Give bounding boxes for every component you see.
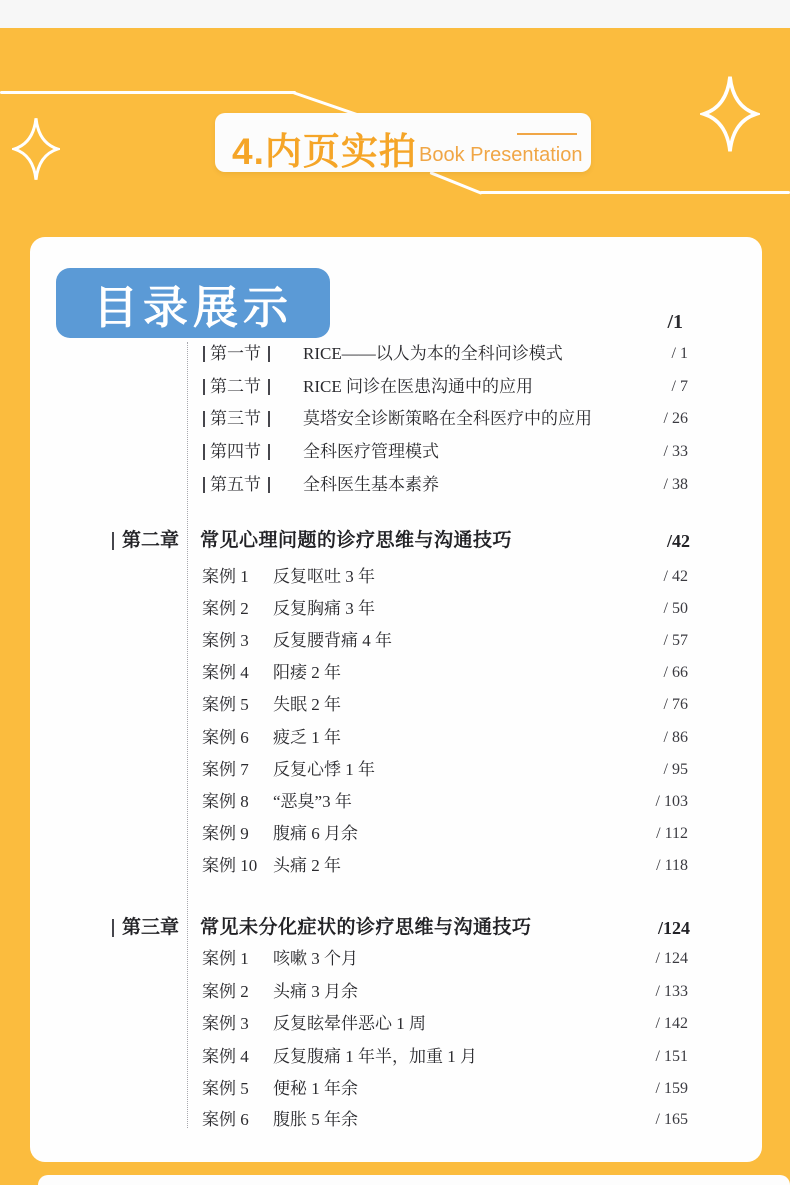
section-title-zh: 4.内页实拍 [232, 131, 417, 172]
case-title: 失眠 2 年 [273, 695, 341, 714]
divider-bar [268, 477, 270, 493]
case-label: 案例 3 [202, 1014, 249, 1033]
decorative-line [429, 171, 482, 195]
toc-case-row [30, 566, 762, 588]
page-number: / 76 [663, 696, 688, 713]
divider-bar [112, 532, 114, 550]
toc-case-row [30, 694, 762, 716]
divider-bar [203, 477, 205, 493]
page-number: / 118 [656, 857, 688, 874]
case-title: 反复腹痛 1 年半，加重 1 月 [273, 1047, 477, 1066]
page-number: / 142 [655, 1015, 688, 1032]
case-title: 头痛 2 年 [273, 856, 341, 875]
section-label: 第三节 [210, 409, 261, 428]
chapter-title: 常见未分化症状的诊疗思维与沟通技巧 [200, 917, 532, 938]
page-number: / 1 [671, 345, 688, 362]
divider-bar [268, 346, 270, 362]
toc-section-row [30, 376, 762, 398]
page-number: / 7 [671, 378, 688, 395]
section-label: 第一节 [210, 344, 261, 363]
section-title: 莫塔安全诊断策略在全科医疗中的应用 [303, 409, 592, 428]
case-label: 案例 3 [202, 631, 249, 650]
case-title: 反复呕吐 3 年 [273, 567, 375, 586]
chapter-label: 第二章 [122, 530, 180, 551]
divider-bar [268, 411, 270, 427]
divider-bar [268, 444, 270, 460]
divider-bar [203, 411, 205, 427]
case-label: 案例 1 [202, 949, 249, 968]
toc-section-row [30, 408, 762, 430]
toc-case-row [30, 855, 762, 877]
page-number: / 133 [655, 983, 688, 1000]
case-label: 案例 9 [202, 824, 249, 843]
divider-bar [268, 379, 270, 395]
toc-case-row [30, 981, 762, 1003]
page-number: / 151 [655, 1048, 688, 1065]
toc-badge-label: 目录展示 [92, 281, 293, 333]
case-label: 案例 6 [202, 1110, 249, 1129]
toc-section-row [30, 474, 762, 496]
toc-case-row [30, 630, 762, 652]
section-label: 第二节 [210, 377, 261, 396]
decorative-underline [517, 133, 577, 135]
page-number: / 26 [663, 410, 688, 427]
page-number: / 95 [663, 761, 688, 778]
page-number: / 103 [655, 793, 688, 810]
case-title: 便秘 1 年余 [273, 1079, 358, 1098]
toc-case-row [30, 1013, 762, 1035]
page-number: / 57 [663, 632, 688, 649]
case-title: 反复胸痛 3 年 [273, 599, 375, 618]
intro-page-number: /1 [667, 311, 683, 333]
case-title: 腹痛 6 月余 [273, 824, 358, 843]
toc-case-row [30, 759, 762, 781]
next-card-peek [38, 1175, 790, 1185]
section-title: 全科医疗管理模式 [303, 442, 439, 461]
toc-badge [56, 268, 330, 338]
section-title: RICE——以人为本的全科问诊模式 [303, 344, 563, 363]
sparkle-icon [700, 74, 760, 154]
case-title: 头痛 3 月余 [273, 982, 358, 1001]
top-strip [0, 0, 790, 28]
section-label: 第五节 [210, 475, 261, 494]
section-title: RICE 问诊在医患沟通中的应用 [303, 377, 533, 396]
toc-case-row [30, 1109, 762, 1131]
page-number: / 33 [663, 443, 688, 460]
section-title: 全科医生基本素养 [303, 475, 439, 494]
toc-case-row [30, 662, 762, 684]
case-title: “恶臭”3 年 [273, 792, 352, 811]
section-label: 第四节 [210, 442, 261, 461]
divider-bar [203, 444, 205, 460]
toc-case-row [30, 1078, 762, 1100]
case-title: 疲乏 1 年 [273, 728, 341, 747]
divider-bar [203, 346, 205, 362]
chapter-label: 第三章 [122, 917, 180, 938]
decorative-line [480, 191, 790, 194]
section-title-en: Book Presentation [419, 144, 583, 166]
toc-chapter-heading [30, 917, 762, 939]
case-label: 案例 6 [202, 728, 249, 747]
toc-section-row [30, 343, 762, 365]
case-label: 案例 5 [202, 695, 249, 714]
sparkle-icon [12, 116, 60, 182]
toc-case-row [30, 823, 762, 845]
case-label: 案例 8 [202, 792, 249, 811]
chapter-title: 常见心理问题的诊疗思维与沟通技巧 [200, 530, 513, 551]
case-label: 案例 5 [202, 1079, 249, 1098]
case-title: 反复心悸 1 年 [273, 760, 375, 779]
page-number: /124 [657, 918, 690, 938]
case-label: 案例 4 [202, 663, 249, 682]
decorative-line [0, 91, 296, 94]
page-number: / 124 [655, 950, 688, 967]
toc-case-row [30, 598, 762, 620]
toc-page [30, 237, 762, 1162]
toc-chapter-heading [30, 530, 762, 552]
page-number: / 38 [663, 476, 688, 493]
toc-case-row [30, 1046, 762, 1068]
case-title: 阳痿 2 年 [273, 663, 341, 682]
page-number: / 86 [663, 729, 688, 746]
toc-section-row [30, 441, 762, 463]
section-header [215, 113, 591, 172]
page-number: / 42 [663, 568, 688, 585]
case-label: 案例 1 [202, 567, 249, 586]
toc-case-row [30, 948, 762, 970]
page-number: / 165 [655, 1111, 688, 1128]
case-label: 案例 10 [202, 856, 258, 875]
case-title: 反复腰背痛 4 年 [273, 631, 392, 650]
case-title: 反复眩晕伴恶心 1 周 [273, 1014, 426, 1033]
case-label: 案例 4 [202, 1047, 249, 1066]
case-title: 咳嗽 3 个月 [273, 949, 358, 968]
case-label: 案例 2 [202, 982, 249, 1001]
case-title: 腹胀 5 年余 [273, 1110, 358, 1129]
page-number: /42 [666, 531, 690, 551]
page-number: / 50 [663, 600, 688, 617]
case-label: 案例 7 [202, 760, 249, 779]
page-number: / 159 [655, 1080, 688, 1097]
toc-case-row [30, 791, 762, 813]
case-label: 案例 2 [202, 599, 249, 618]
divider-bar [203, 379, 205, 395]
page-number: / 66 [663, 664, 688, 681]
toc-case-row [30, 727, 762, 749]
page-number: / 112 [656, 825, 688, 842]
divider-bar [112, 919, 114, 937]
